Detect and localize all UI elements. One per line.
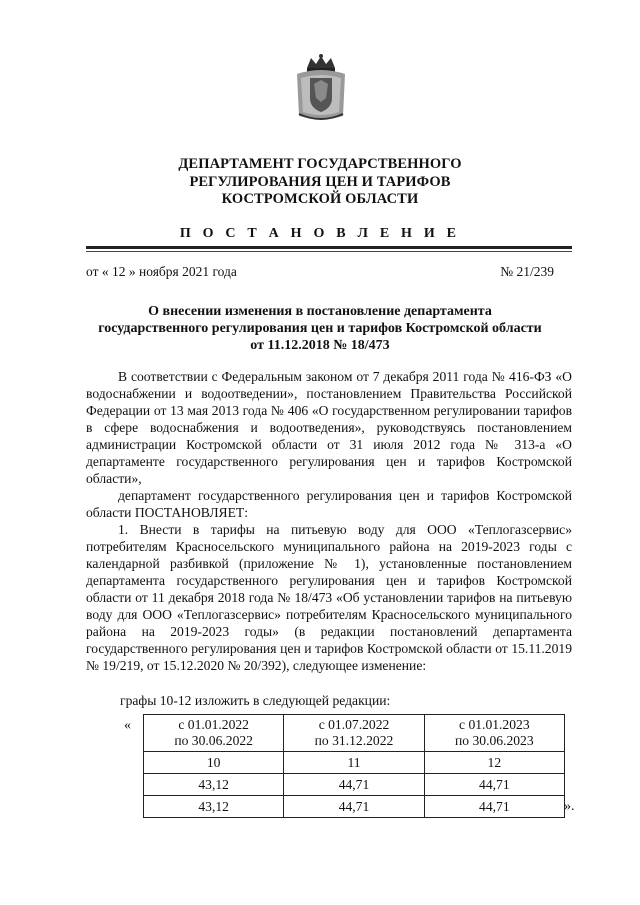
table-cell: 44,71	[424, 774, 564, 796]
organization-name-line-2: РЕГУЛИРОВАНИЯ ЦЕН И ТАРИФОВ	[189, 174, 451, 190]
coat-of-arms-icon	[293, 54, 349, 122]
header-divider-thick	[86, 246, 572, 249]
table-cell: 11	[284, 752, 424, 774]
table-cell: 44,71	[284, 796, 424, 818]
table-cell: 43,12	[144, 774, 284, 796]
table-cell: 44,71	[284, 774, 424, 796]
table-row	[144, 796, 565, 818]
table-cell: 10	[144, 752, 284, 774]
table-header-cell: с 01.07.2022 по 31.12.2022	[284, 715, 424, 752]
document-number: № 21/239	[500, 264, 554, 279]
document-body	[86, 368, 572, 674]
document-type-title: П О С Т А Н О В Л Е Н И Е	[179, 226, 461, 241]
organization-name-line-1: ДЕПАРТАМЕНТ ГОСУДАРСТВЕННОГО	[178, 156, 462, 172]
subject-line-1: О внесении изменения в постановление департамента	[148, 304, 492, 319]
tariff-table	[143, 714, 565, 818]
table-row	[144, 774, 565, 796]
body-paragraph-resolves: департамент государственного регулирования цен и тарифов Костромской области ПОСТАНОВЛЯЕТ:	[86, 488, 572, 520]
table-row	[144, 752, 565, 774]
table-cell: 12	[424, 752, 564, 774]
body-paragraph-item-1: 1. Внести в тарифы на питьевую воду для ООО «Теплогазсервис» потребителям Красносельского муниципального района на 2019-2023 годы с календарной разбивкой (приложение № 1), установленные постановлением департамента государственного регулирования цен и тарифов Костромской области от 11 декабря 2018 года № 18/473 «Об установлении тарифов на питьевую воду для ООО «Теплогазсервис» потребителям Красносельского муниципального района на 2019-2023 годы» (в редакции постановлений департамента государственного регулирования цен и тарифов Костромской области от 15.11.2019 № 19/219, от 15.12.2020 № 20/392), следующее изменение:	[86, 522, 572, 673]
table-lead-text: графы 10-12 изложить в следующей редакции:	[120, 693, 391, 708]
document-date: от « 12 » ноября 2021 года	[86, 264, 237, 279]
table-header-cell: с 01.01.2022 по 30.06.2022	[144, 715, 284, 752]
table-cell: 44,71	[424, 796, 564, 818]
header-divider-thin	[86, 251, 572, 252]
table-cell: 43,12	[144, 796, 284, 818]
subject-line-2: государственного регулирования цен и тарифов Костромской области	[98, 321, 542, 336]
table-header-row	[144, 715, 565, 752]
body-paragraph-legal-basis: В соответствии с Федеральным законом от 7 декабря 2011 года № 416-ФЗ «О водоснабжении и водоотведении», постановлением Правительства Российской Федерации от 13 мая 2013 года № 406 «О государственном регулировании тарифов в сфере водоснабжения и водоотведения», руководствуясь постановлением администрации Костромской области от 31 июля 2012 года № 313-а «О департаменте государственного регулирования цен и тарифов Костромской области»,	[86, 369, 572, 486]
quote-open: «	[124, 718, 131, 733]
organization-name-line-3: КОСТРОМСКОЙ ОБЛАСТИ	[221, 191, 419, 207]
table-header-cell: с 01.01.2023 по 30.06.2023	[424, 715, 564, 752]
subject-line-3: от 11.12.2018 № 18/473	[250, 338, 390, 353]
quote-close: ».	[564, 799, 575, 814]
